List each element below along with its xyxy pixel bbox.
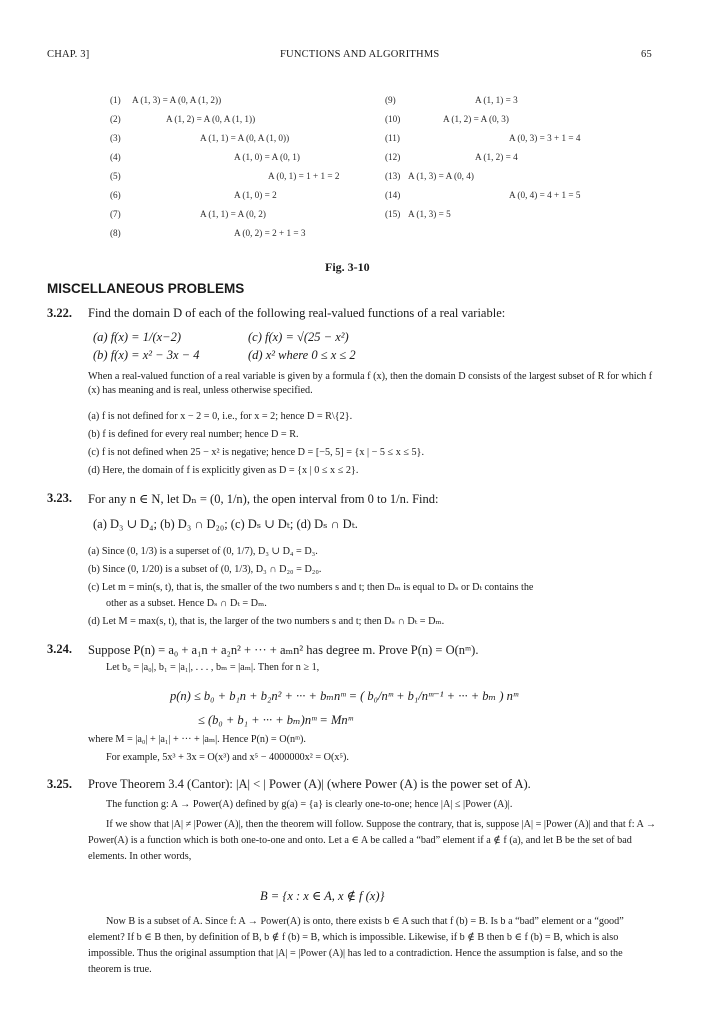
problem-question: Prove Theorem 3.4 (Cantor): |A| < | Power (A)| (where Power (A) is the power set of A). (88, 777, 531, 791)
problem-number: 3.23. (47, 491, 72, 505)
problem-question: Find the domain D of each of the following real-valued functions of a real variable: (88, 306, 506, 320)
fig-row-expr: A (1, 2) = 4 (475, 152, 518, 162)
fig-row-expr: A (1, 1) = A (0, A (1, 0)) (200, 133, 290, 143)
section-title: MISCELLANEOUS PROBLEMS (47, 281, 245, 296)
solution-paragraph-3: Now B is a subset of A. Since f: A → Power(A) is onto, there exists b ∈ A such that f (b) = B. Is b a “bad” element or a “good” element? If b ∈ B then, by definition of B, b ∉ f (b) = B, which is impossible. Likewise, if b ∉ B then b ∈ f (b) = B, which is also impossible. Thus the original assumption that |A| = |Power (A)| has led to a contradiction. Hence the assumption is false, and so the theorem is true. (88, 916, 624, 975)
solution-b: (b) f is defined for every real number; hence D = R. (88, 429, 299, 440)
solution-paragraph-1: The function g: A → Power(A) defined by g(a) = {a} is clearly one-to-one; hence |A| ≤ |Power (A)|. (106, 799, 513, 810)
fig-row-num: (3) (110, 133, 121, 143)
solution-c: (c) Let m = min(s, t), that is, the smaller of the two numbers s and t; then Dₘ is equal to Dₛ or Dₜ contains the (88, 582, 534, 593)
fig-row-expr: A (0, 2) = 2 + 1 = 3 (234, 228, 306, 238)
fig-row-expr: A (1, 3) = A (0, 4) (408, 171, 474, 181)
solution-a: (a) f is not defined for x − 2 = 0, i.e., for x = 2; hence D = R\{2}. (88, 411, 353, 422)
fig-row-expr: A (1, 3) = 5 (408, 209, 451, 219)
fig-row-expr: A (1, 0) = A (0, 1) (234, 152, 300, 162)
problem-number: 3.24. (47, 642, 72, 656)
figure-caption: Fig. 3-10 (325, 260, 370, 274)
fig-row-num: (4) (110, 152, 121, 162)
part-c: (c) f(x) = √(25 − x²) (248, 330, 349, 344)
fig-row-expr: A (0, 4) = 4 + 1 = 5 (509, 190, 581, 200)
fig-row-num: (15) (385, 209, 401, 219)
fig-row-num: (6) (110, 190, 121, 200)
header-page-number: 65 (641, 49, 652, 60)
fig-row-num: (14) (385, 190, 401, 200)
fig-row-num: (12) (385, 152, 401, 162)
fig-row-num: (1) (110, 95, 121, 105)
header-chapter: CHAP. 3] (47, 49, 90, 60)
fig-row-expr: A (0, 3) = 3 + 1 = 4 (509, 133, 581, 143)
solution-let: Let b₀ = |a₀|, b₁ = |a₁|, . . . , bₘ = |aₘ|. Then for n ≥ 1, (106, 662, 320, 673)
fig-row-num: (2) (110, 114, 121, 124)
solution-where: where M = |a₀| + |a₁| + ··· + |aₘ|. Hence P(n) = O(nᵐ). (88, 734, 306, 745)
fig-row-num: (8) (110, 228, 121, 238)
fig-row-num: (10) (385, 114, 401, 124)
fig-row-num: (9) (385, 95, 396, 105)
problem-number: 3.25. (47, 777, 72, 791)
fig-row-num: (13) (385, 171, 401, 181)
fig-row-num: (5) (110, 171, 121, 181)
fig-row-expr: A (1, 1) = 3 (475, 95, 518, 105)
equation-2: ≤ (b₀ + b₁ + ··· + bₘ)nᵐ = Mnᵐ (198, 713, 353, 727)
problem-number: 3.22. (47, 306, 72, 320)
solution-a: (a) Since (0, 1/3) is a superset of (0, 1/7), D₃ ∪ D₄ = D₃. (88, 546, 318, 557)
solution-paragraph-2: If we show that |A| ≠ |Power (A)|, then the theorem will follow. Suppose the contrary, that is, suppose |A| = |Power (A)| and that f: A → Power(A) is a function which is both one-to-one and onto. Let a ∈ A be called a “bad” element if a ∉ f (a), and let B be the set of bad elements. In other words, (88, 819, 657, 862)
solution-b: (b) Since (0, 1/20) is a subset of (0, 1/3), D₃ ∩ D₂₀ = D₂₀. (88, 564, 322, 575)
fig-row-expr: A (1, 2) = A (0, A (1, 1)) (166, 114, 256, 124)
fig-row-expr: A (1, 1) = A (0, 2) (200, 209, 266, 219)
problem-parts: (a) D₃ ∪ D₄; (b) D₃ ∩ D₂₀; (c) Dₛ ∪ Dₜ; (d) Dₛ ∩ Dₜ. (93, 517, 358, 531)
header-title: FUNCTIONS AND ALGORITHMS (280, 49, 440, 60)
solution-d: (d) Here, the domain of f is explicitly given as D = {x | 0 ≤ x ≤ 2}. (88, 465, 359, 476)
problem-question: For any n ∈ N, let Dₙ = (0, 1/n), the open interval from 0 to 1/n. Find: (88, 492, 439, 506)
fig-row-num: (11) (385, 133, 400, 143)
part-d: (d) x² where 0 ≤ x ≤ 2 (248, 348, 356, 362)
fig-row-expr: A (1, 0) = 2 (234, 190, 277, 200)
part-b: (b) f(x) = x² − 3x − 4 (93, 348, 200, 362)
solution-d: (d) Let M = max(s, t), that is, the larger of the two numbers s and t; then Dₛ ∩ Dₜ = Dₘ. (88, 616, 445, 627)
equation-b: B = {x : x ∈ A, x ∉ f (x)} (260, 889, 385, 903)
fig-row-expr: A (0, 1) = 1 + 1 = 2 (268, 171, 340, 181)
solution-example: For example, 5x³ + 3x = O(x³) and x⁵ − 4000000x² = O(x⁵). (106, 752, 349, 763)
fig-row-num: (7) (110, 209, 121, 219)
equation-1: p(n) ≤ b₀ + b₁n + b₂n² + ··· + bₘnᵐ = ( b₀/nᵐ + b₁/nᵐ⁻¹ + ··· + bₘ ) nᵐ (170, 689, 519, 703)
problem-question: Suppose P(n) = a₀ + a₁n + a₂n² + ··· + aₘn² has degree m. Prove P(n) = O(nᵐ). (88, 643, 479, 657)
fig-row-expr: A (1, 2) = A (0, 3) (443, 114, 509, 124)
fig-row-expr: A (1, 3) = A (0, A (1, 2)) (132, 95, 222, 105)
solution-c: (c) f is not defined when 25 − x² is negative; hence D = [−5, 5] = {x | − 5 ≤ x ≤ 5}. (88, 447, 424, 458)
part-a: (a) f(x) = 1/(x−2) (93, 330, 182, 344)
solution-intro: When a real-valued function of a real variable is given by a formula f (x), then the domain D consists of the largest subset of R for which f (x) has meaning and is real, unless otherwise specified. (88, 371, 653, 396)
solution-c-cont: other as a subset. Hence Dₛ ∩ Dₜ = Dₘ. (106, 598, 267, 609)
